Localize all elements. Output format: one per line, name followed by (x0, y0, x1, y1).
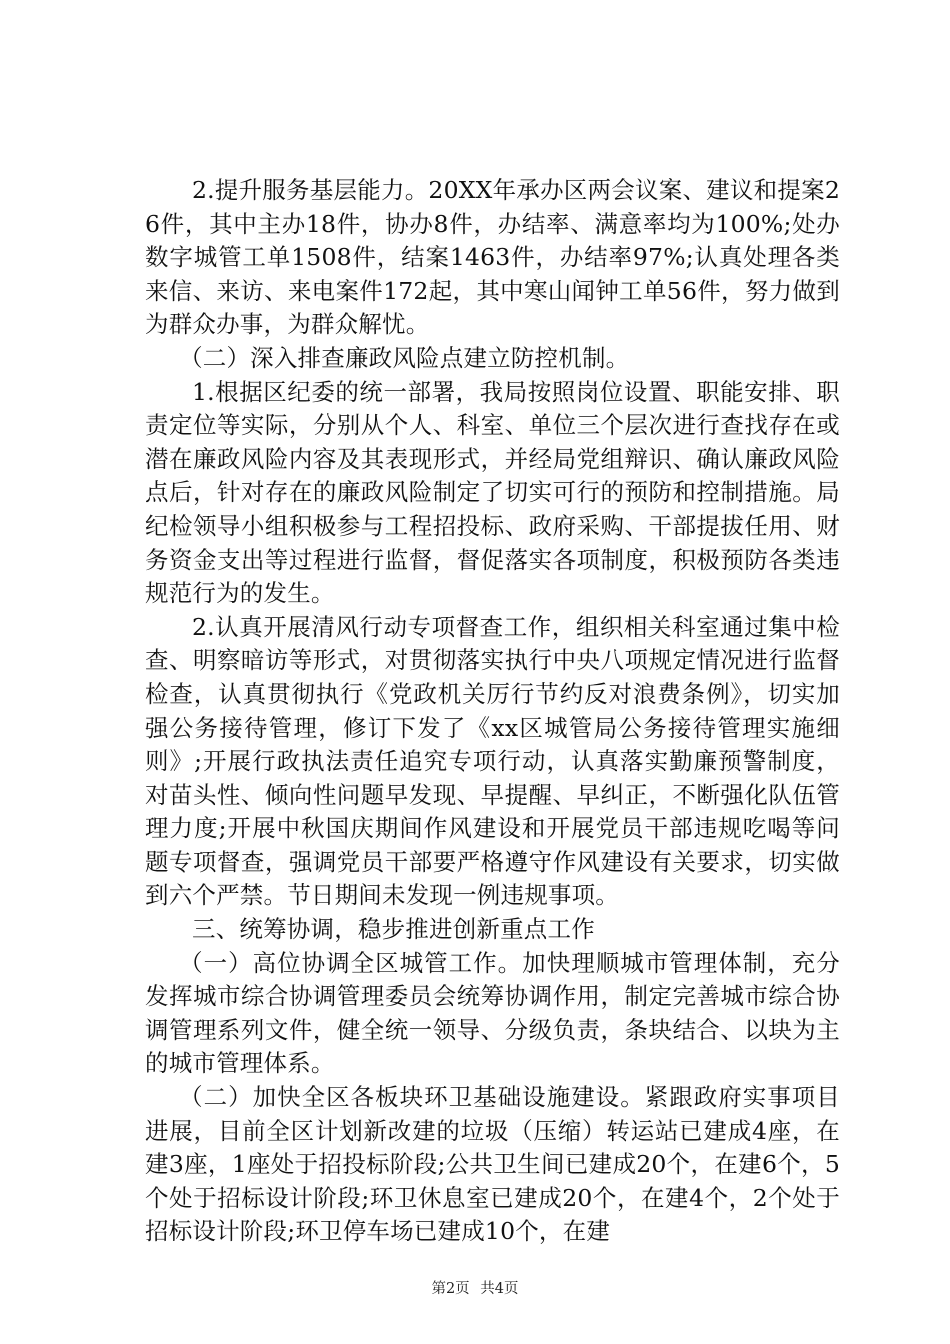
page-number-total: 共4页 (480, 1281, 519, 1297)
paragraph-coordination: （一）高位协调全区城管工作。加快理顺城市管理体制，充分发挥城市综合协调管理委员会统筹协调作用，制定完善城市综合协调管理系列文件，健全统一领导、分级负责，条块结合、以块为主的城市管理体系。 (145, 948, 840, 1078)
section-heading-innovation: 三、统筹协调，稳步推进创新重点工作 (192, 915, 595, 944)
section-heading-risk-control: （二）深入排查廉政风险点建立防控机制。 (179, 343, 630, 372)
page-footer (0, 1279, 950, 1299)
paragraph-qingfeng-action: 2.认真开展清风行动专项督查工作，组织相关科室通过集中检查、明察暗访等形式，对贯彻落实执行中央八项规定情况进行监督检查，认真贯彻执行《党政机关厉行节约反对浪费条例》，切实加强公务接待管理，修订下发了《xx区城管局公务接待管理实施细则》;开展行政执法责任追究专项行动，认真落实勤廉预警制度，对苗头性、倾向性问题早发现、早提醒、早纠正，不断强化队伍管理力度;开展中秋国庆期间作风建设和开展党员干部违规吃喝等问题专项督查，强调党员干部要严格遵守作风建设有关要求，切实做到六个严禁。节日期间未发现一例违规事项。 (145, 612, 840, 910)
paragraph-sanitation-facilities: （二）加快全区各板块环卫基础设施建设。紧跟政府实事项目进展，目前全区计划新改建的垃圾（压缩）转运站已建成4座，在建3座，1座处于招投标阶段;公共卫生间已建成20个，在建6个，5个处于招标设计阶段;环卫休息室已建成20个，在建4个，2个处于招标设计阶段;环卫停车场已建成10个，在建 (145, 1083, 840, 1246)
paragraph-service-capacity: 2.提升服务基层能力。20XX年承办区两会议案、建议和提案26件，其中主办18件，协办8件，办结率、满意率均为100%;处办数字城管工单1508件，结案1463件，办结率97%;认真处理各类来信、来访、来电案件172起，其中寒山闻钟工单56件，努力做到为群众办事，为群众解忧。 (145, 176, 840, 339)
paragraph-risk-points: 1.根据区纪委的统一部署，我局按照岗位设置、职能安排、职责定位等实际，分别从个人、科室、单位三个层次进行查找存在或潜在廉政风险内容及其表现形式，并经局党组辩识、确认廉政风险点后，针对存在的廉政风险制定了切实可行的预防和控制措施。局纪检领导小组积极参与工程招投标、政府采购、干部提拔任用、财务资金支出等过程进行监督，督促落实各项制度，积极预防各类违规范行为的发生。 (145, 377, 840, 608)
page-number-current: 第2页 (431, 1281, 470, 1297)
document-body (145, 174, 840, 1249)
